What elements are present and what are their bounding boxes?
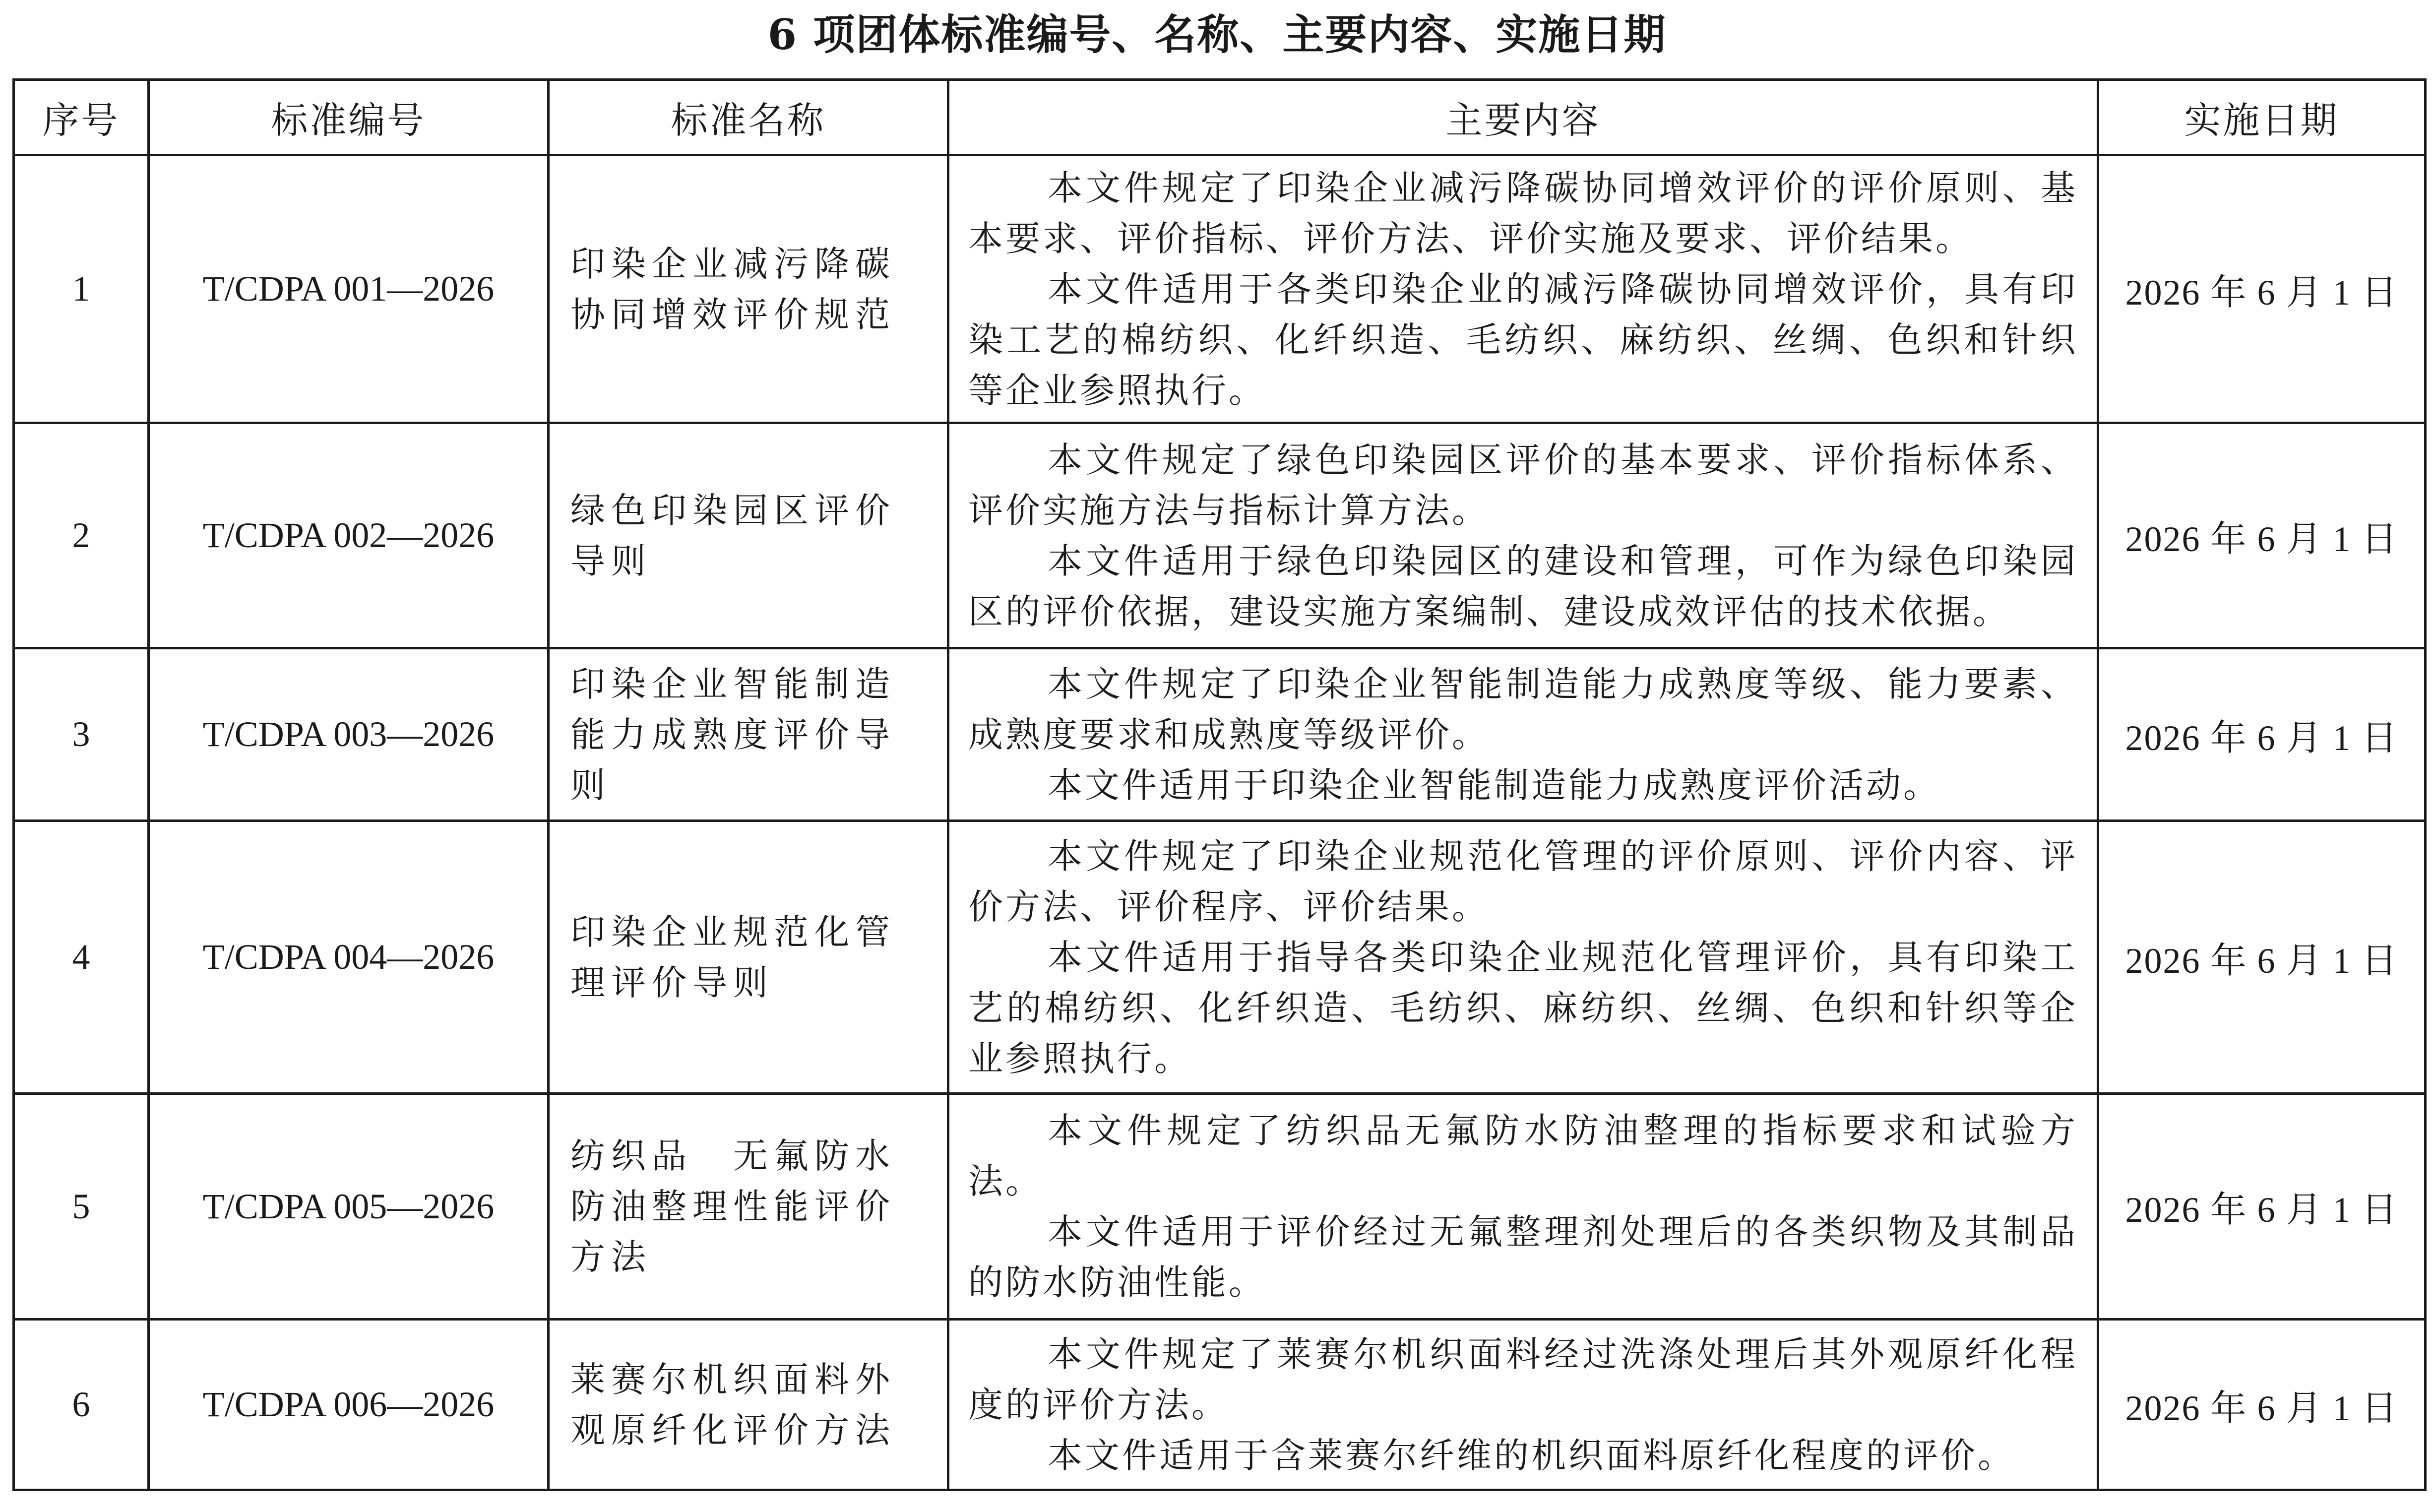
document-title: 6 项团体标准编号、名称、主要内容、实施日期	[767, 10, 1667, 59]
column-header-date: 实施日期	[2098, 80, 2426, 155]
row-seq: 2	[14, 423, 149, 648]
content-paragraph: 本文件适用于评价经过无氟整理剂处理后的各类织物及其制品的防水防油性能。	[968, 1211, 2078, 1303]
table-header-row	[14, 80, 2426, 155]
standards-table	[12, 78, 2427, 1491]
content-paragraph: 本文件适用于指导各类印染企业规范化管理评价，具有印染工艺的棉纺织、化纤织造、毛纺织、麻纺织、丝绸、色织和针织等企业参照执行。	[968, 937, 2078, 1079]
row-standard-code: T/CDPA 005—2026	[149, 1094, 549, 1320]
content-paragraph: 本文件规定了印染企业智能制造能力成熟度等级、能力要素、成熟度要求和成熟度等级评价。	[968, 663, 2078, 755]
row-effective-date: 2026 年 6 月 1 日	[2098, 1320, 2426, 1490]
row-standard-code: T/CDPA 006—2026	[149, 1320, 549, 1490]
row-seq: 1	[14, 155, 149, 423]
content-paragraph: 本文件规定了印染企业规范化管理的评价原则、评价内容、评价方法、评价程序、评价结果。	[968, 835, 2078, 927]
column-header-name: 标准名称	[549, 80, 948, 155]
row-standard-name: 绿色印染园区评价导则	[549, 423, 948, 648]
table-row	[14, 155, 2426, 423]
table-row	[14, 821, 2426, 1094]
row-seq: 3	[14, 648, 149, 821]
column-header-content: 主要内容	[948, 80, 2098, 155]
table-row	[14, 423, 2426, 648]
column-header-code: 标准编号	[149, 80, 549, 155]
row-effective-date: 2026 年 6 月 1 日	[2098, 1094, 2426, 1320]
row-seq: 4	[14, 821, 149, 1094]
row-standard-code: T/CDPA 001—2026	[149, 155, 549, 423]
row-main-content	[948, 648, 2098, 821]
content-paragraph: 本文件适用于绿色印染园区的建设和管理，可作为绿色印染园区的评价依据，建设实施方案编制、建设成效评估的技术依据。	[968, 540, 2078, 632]
row-standard-name: 印染企业规范化管理评价导则	[549, 821, 948, 1094]
row-effective-date: 2026 年 6 月 1 日	[2098, 155, 2426, 423]
content-paragraph: 本文件适用于各类印染企业的减污降碳协同增效评价，具有印染工艺的棉纺织、化纤织造、毛纺织、麻纺织、丝绸、色织和针织等企业参照执行。	[968, 268, 2078, 411]
row-seq: 5	[14, 1094, 149, 1320]
row-effective-date: 2026 年 6 月 1 日	[2098, 821, 2426, 1094]
row-effective-date: 2026 年 6 月 1 日	[2098, 648, 2426, 821]
content-paragraph: 本文件适用于含莱赛尔纤维的机织面料原纤化程度的评价。	[1048, 1435, 2015, 1476]
content-paragraph: 本文件规定了绿色印染园区评价的基本要求、评价指标体系、评价实施方法与指标计算方法。	[968, 439, 2078, 531]
column-header-seq: 序号	[14, 80, 149, 155]
row-main-content	[948, 155, 2098, 423]
row-seq: 6	[14, 1320, 149, 1490]
row-main-content	[948, 821, 2098, 1094]
row-effective-date: 2026 年 6 月 1 日	[2098, 423, 2426, 648]
row-main-content	[948, 1094, 2098, 1320]
content-paragraph: 本文件规定了莱赛尔机织面料经过洗涤处理后其外观原纤化程度的评价方法。	[968, 1333, 2078, 1425]
row-standard-name: 印染企业减污降碳协同增效评价规范	[549, 155, 948, 423]
row-standard-code: T/CDPA 004—2026	[149, 821, 549, 1094]
row-standard-name: 纺织品 无氟防水防油整理性能评价方法	[549, 1094, 948, 1320]
row-main-content	[948, 423, 2098, 648]
table-row	[14, 1320, 2426, 1490]
row-standard-code: T/CDPA 002—2026	[149, 423, 549, 648]
row-standard-name: 印染企业智能制造能力成熟度评价导则	[549, 648, 948, 821]
content-paragraph: 本文件规定了纺织品无氟防水防油整理的指标要求和试验方法。	[968, 1110, 2078, 1201]
row-main-content	[948, 1320, 2098, 1490]
content-paragraph: 本文件规定了印染企业减污降碳协同增效评价的评价原则、基本要求、评价指标、评价方法、评价实施及要求、评价结果。	[968, 167, 2078, 259]
row-standard-code: T/CDPA 003—2026	[149, 648, 549, 821]
content-paragraph: 本文件适用于印染企业智能制造能力成熟度评价活动。	[1048, 764, 1940, 806]
row-standard-name: 莱赛尔机织面料外观原纤化评价方法	[549, 1320, 948, 1490]
table-row	[14, 1094, 2426, 1320]
table-row	[14, 648, 2426, 821]
